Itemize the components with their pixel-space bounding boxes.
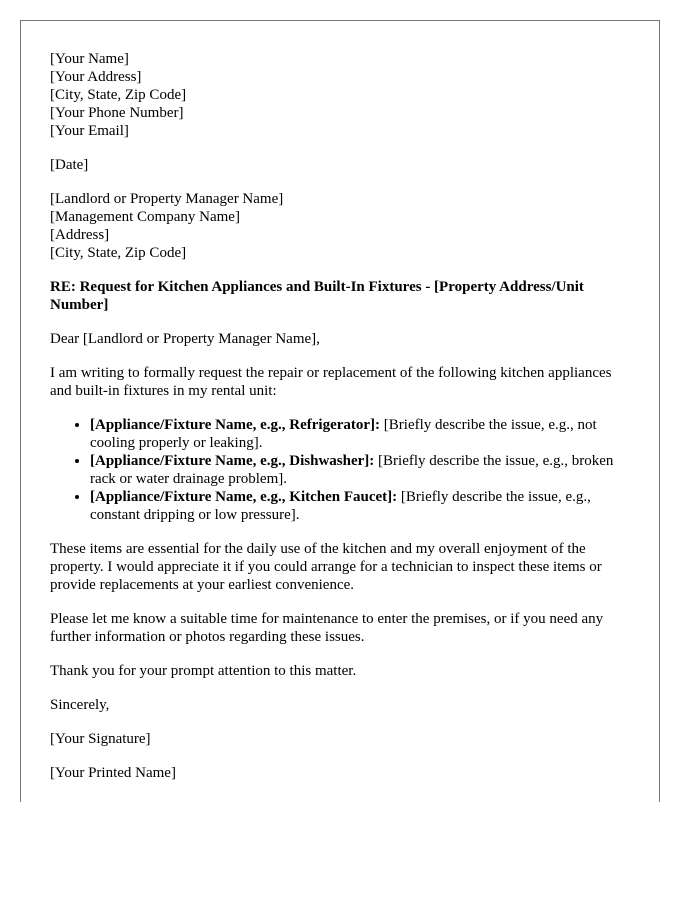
item-label: [Appliance/Fixture Name, e.g., Refrigerator]: [90, 417, 381, 433]
sender-email: [Your Email] [50, 123, 129, 139]
recipient-block [50, 190, 634, 262]
printed-name-placeholder: [Your Printed Name] [50, 765, 176, 781]
salutation: Dear [Landlord or Property Manager Name], [50, 331, 320, 347]
item-label: [Appliance/Fixture Name, e.g., Dishwasher]: [90, 453, 375, 469]
item-label: [Appliance/Fixture Name, e.g., Kitchen Faucet]: [90, 489, 398, 505]
sender-address: [Your Address] [50, 69, 142, 85]
intro-paragraph: I am writing to formally request the repair or replacement of the following kitchen appliances and built-in fixtures in my rental unit: [50, 365, 612, 399]
letter-content [50, 50, 634, 798]
list-item [90, 416, 634, 452]
item-description: [Briefly describe the issue, e.g., broken rack or water drainage problem]. [90, 453, 614, 487]
recipient-company: [Management Company Name] [50, 209, 240, 225]
sender-phone: [Your Phone Number] [50, 105, 184, 121]
sender-city-state-zip: [City, State, Zip Code] [50, 87, 187, 103]
signature-placeholder: [Your Signature] [50, 731, 151, 747]
recipient-name: [Landlord or Property Manager Name] [50, 191, 284, 207]
subject-line: RE: Request for Kitchen Appliances and Built-In Fixtures - [Property Address/Unit Number] [50, 279, 584, 313]
list-item [90, 488, 634, 524]
list-item [90, 452, 634, 488]
item-description: [Briefly describe the issue, e.g., constant dripping or low pressure]. [90, 489, 591, 523]
sender-name: [Your Name] [50, 51, 129, 67]
sender-block [50, 50, 634, 140]
recipient-city-state-zip: [City, State, Zip Code] [50, 245, 187, 261]
schedule-paragraph: Please let me know a suitable time for maintenance to enter the premises, or if you need any further information or photos regarding these issues. [50, 611, 604, 645]
closing: Sincerely, [50, 697, 110, 713]
letter-page [20, 20, 660, 802]
issue-list [50, 416, 634, 524]
letter-date: [Date] [50, 157, 89, 173]
recipient-address: [Address] [50, 227, 110, 243]
thanks-paragraph: Thank you for your prompt attention to this matter. [50, 663, 357, 679]
item-description: [Briefly describe the issue, e.g., not cooling properly or leaking]. [90, 417, 597, 451]
essential-paragraph: These items are essential for the daily use of the kitchen and my overall enjoyment of the property. I would appreciate it if you could arrange for a technician to inspect these items or provide replacements at your earliest convenience. [50, 541, 602, 593]
